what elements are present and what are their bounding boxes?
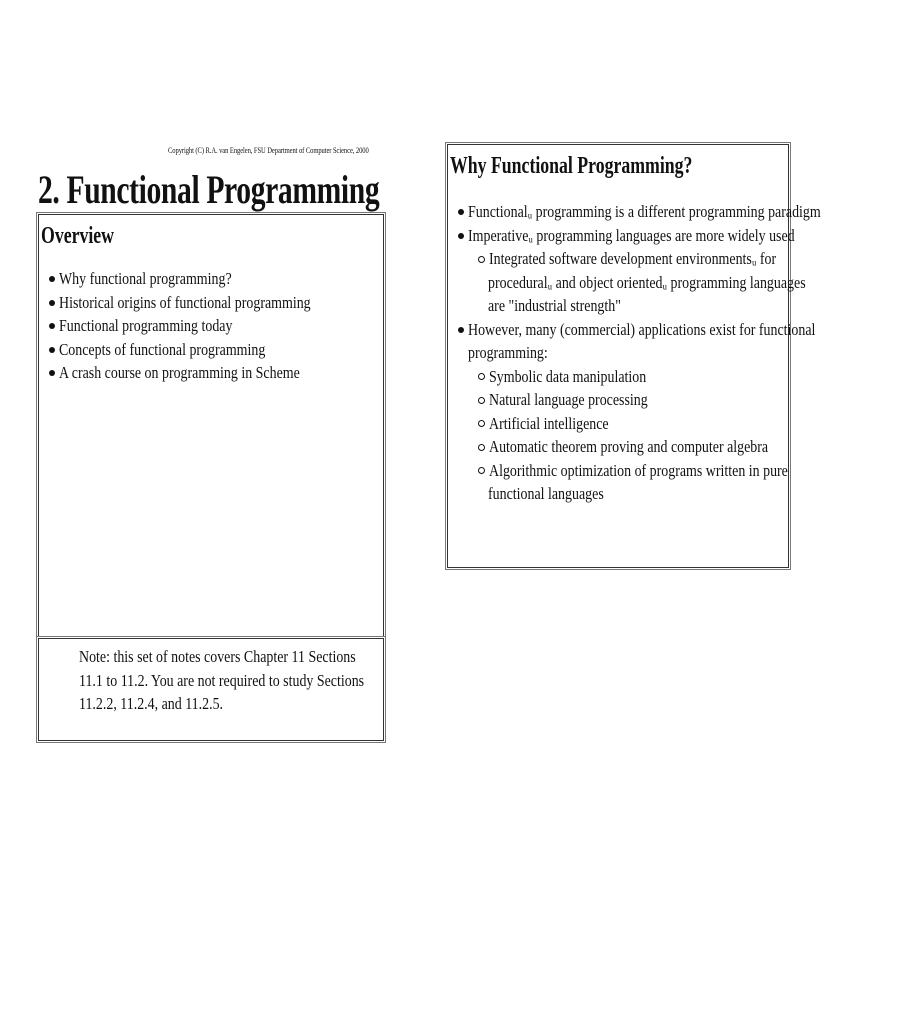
list-item: Functional programming today <box>49 314 366 338</box>
bullet-icon <box>49 370 55 376</box>
list-item: However, many (commercial) applications exist for functional <box>458 318 898 342</box>
bullet-icon <box>458 209 464 215</box>
bullet-icon <box>458 327 464 333</box>
why-fp-heading: Why Functional Programming? <box>450 153 693 179</box>
copyright-notice: Copyright (C) R.A. van Engelen, FSU Department of Computer Science, 2000 <box>168 146 369 155</box>
list-item: Historical origins of functional programming <box>49 291 366 315</box>
overview-heading: Overview <box>41 223 114 249</box>
bullet-icon <box>49 347 55 353</box>
sub-bullet-icon <box>478 256 485 263</box>
list-item: Concepts of functional programming <box>49 338 366 362</box>
list-item: Imperativeᵤ programming languages are more widely used Integrated software development environmentsᵤ for proceduralᵤ and object orientedᵤ programming languages are "industrial strength" <box>458 224 898 318</box>
sub-bullet-icon <box>478 373 485 380</box>
sub-list-item: Automatic theorem proving and computer algebra <box>478 435 898 459</box>
why-fp-slide <box>447 144 821 568</box>
sub-list: Symbolic data manipulation Natural language processing Artificial intelligence Automatic theorem proving and computer algebra Algorithmic optimization of programs written in pure functional languages <box>468 365 898 506</box>
note-text <box>79 645 374 716</box>
list-item: Functionalᵤ programming is a different programming paradigm <box>458 200 898 224</box>
note-box <box>38 638 384 741</box>
sub-bullet-icon <box>478 467 485 474</box>
sub-list-item: Artificial intelligence <box>478 412 898 436</box>
bullet-icon <box>49 300 55 306</box>
page-title: 2. Functional Programming <box>38 167 380 212</box>
list-item: Why functional programming? <box>49 267 366 291</box>
sub-bullet-icon <box>478 444 485 451</box>
note-line: Note: this set of notes covers Chapter 11 Sections <box>79 647 356 666</box>
sub-list-item: Symbolic data manipulation <box>478 365 898 389</box>
overview-slide <box>38 214 384 638</box>
bullet-icon <box>458 233 464 239</box>
bullet-icon <box>49 276 55 282</box>
sub-list-item: Natural language processing <box>478 388 898 412</box>
note-line: 11.2.2, 11.2.4, and 11.2.5. <box>79 694 224 713</box>
list-item: A crash course on programming in Scheme <box>49 361 366 385</box>
note-line: 11.1 to 11.2. You are not required to study Sections <box>79 670 365 690</box>
sub-list-item: Integrated software development environmentsᵤ for <box>478 247 898 271</box>
sub-bullet-icon <box>478 420 485 427</box>
overview-list <box>49 267 366 385</box>
bullet-icon <box>49 323 55 329</box>
sub-bullet-icon <box>478 397 485 404</box>
sub-list: Integrated software development environmentsᵤ for proceduralᵤ and object orientedᵤ programming languages are "industrial strength" <box>458 247 898 318</box>
sub-list-item: Algorithmic optimization of programs written in pure <box>478 459 898 483</box>
why-fp-list: Functionalᵤ programming is a different programming paradigm Imperativeᵤ programming languages are more widely used Integrated software development environmentsᵤ for proceduralᵤ and object orientedᵤ programming languages are "industrial strength" However, many (commercial) applications exist for functional programming: Symbolic data manipulation Natural language processing Artificial intelligence Automatic theorem proving and computer algebra Algorithmic optimization of programs written in pure functional languages <box>458 200 898 506</box>
